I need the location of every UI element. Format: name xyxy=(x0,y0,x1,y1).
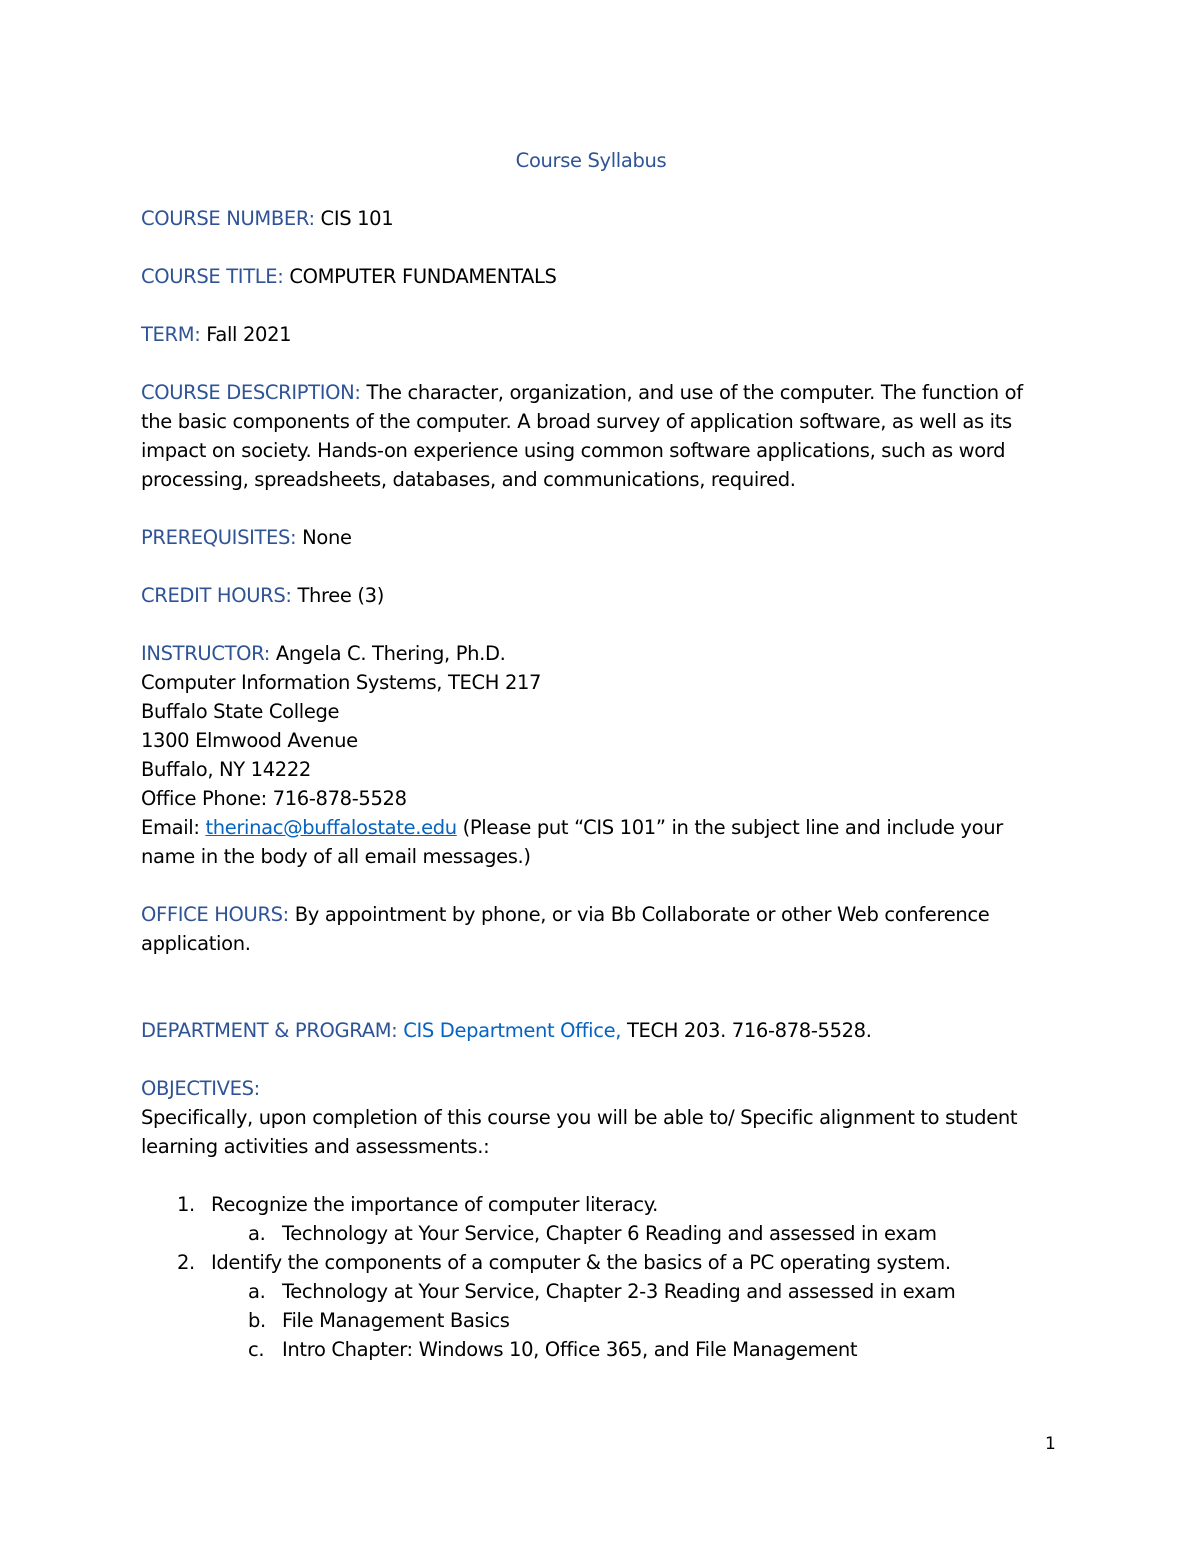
instructor-label: INSTRUCTOR: xyxy=(141,642,270,665)
subitem-letter: c. xyxy=(248,1338,265,1361)
course-description-line: processing, spreadsheets, databases, and communications, required. xyxy=(141,468,796,491)
objective-subitem xyxy=(141,1277,1041,1306)
blank-line xyxy=(141,1161,1041,1190)
objective-subitem xyxy=(141,1219,1041,1248)
email-note-continued: name in the body of all email messages.) xyxy=(141,845,531,868)
subitem-text: Intro Chapter: Windows 10, Office 365, and File Management xyxy=(282,1338,858,1361)
course-number-value: CIS 101 xyxy=(320,207,394,230)
subitem-text: Technology at Your Service, Chapter 6 Reading and assessed in exam xyxy=(282,1222,937,1245)
document-title: Course Syllabus xyxy=(515,149,667,172)
course-description-line xyxy=(141,378,1041,407)
term-value: Fall 2021 xyxy=(206,323,292,346)
office-hours-field xyxy=(141,900,1041,958)
objective-subitem xyxy=(141,1306,1041,1335)
syllabus-body xyxy=(141,146,1041,1364)
objective-text: Recognize the importance of computer literacy. xyxy=(211,1193,658,1216)
office-hours-label: OFFICE HOURS: xyxy=(141,903,289,926)
instructor-name-line xyxy=(141,639,1041,668)
course-title-label: COURSE TITLE: xyxy=(141,265,284,288)
subitem-letter: b. xyxy=(248,1309,266,1332)
credit-hours-value: Three (3) xyxy=(297,584,384,607)
subitem-text: Technology at Your Service, Chapter 2-3 Reading and assessed in exam xyxy=(282,1280,956,1303)
prerequisites-value: None xyxy=(302,526,352,549)
course-title-value: COMPUTER FUNDAMENTALS xyxy=(289,265,557,288)
instructor-phone: Office Phone: 716-878-5528 xyxy=(141,787,407,810)
subitem-letter: a. xyxy=(248,1222,266,1245)
objectives-heading: OBJECTIVES: xyxy=(141,1077,260,1100)
objective-item xyxy=(141,1248,1041,1277)
objective-item xyxy=(141,1190,1041,1219)
term-field xyxy=(141,320,1041,349)
subitem-letter: a. xyxy=(248,1280,266,1303)
instructor-email-line xyxy=(141,813,1041,842)
email-link[interactable]: therinac@buffalostate.edu xyxy=(205,816,457,839)
instructor-address-line: Computer Information Systems, TECH 217 xyxy=(141,671,542,694)
office-hours-text-continued: application. xyxy=(141,932,251,955)
prerequisites-label: PREREQUISITES: xyxy=(141,526,297,549)
objective-subitem xyxy=(141,1335,1041,1364)
page-number: 1 xyxy=(1045,1434,1056,1454)
department-label: DEPARTMENT & PROGRAM: xyxy=(141,1019,398,1042)
instructor-address-line: Buffalo State College xyxy=(141,700,340,723)
objectives-intro: Specifically, upon completion of this course you will be able to/ Specific alignment to student xyxy=(141,1106,1018,1129)
instructor-name: Angela C. Thering, Ph.D. xyxy=(275,642,506,665)
blank-line xyxy=(141,987,1041,1016)
course-description-line: impact on society. Hands-on experience using common software applications, such as word xyxy=(141,439,1006,462)
credit-hours-label: CREDIT HOURS: xyxy=(141,584,292,607)
objectives-intro-continued: learning activities and assessments.: xyxy=(141,1135,490,1158)
course-number-label: COURSE NUMBER: xyxy=(141,207,315,230)
course-title-field xyxy=(141,262,1041,291)
course-number-field xyxy=(141,204,1041,233)
department-details: TECH 203. 716-878-5528. xyxy=(626,1019,872,1042)
office-hours-line xyxy=(141,900,1041,929)
term-label: TERM: xyxy=(141,323,201,346)
objectives-list xyxy=(141,1190,1041,1364)
objective-text: Identify the components of a computer & the basics of a PC operating system. xyxy=(211,1251,951,1274)
email-label: Email: xyxy=(141,816,200,839)
course-description-label: COURSE DESCRIPTION: xyxy=(141,381,361,404)
course-description-text: The character, organization, and use of the computer. The function of xyxy=(366,381,1023,404)
instructor-address-line: Buffalo, NY 14222 xyxy=(141,758,311,781)
email-note: (Please put “CIS 101” in the subject line and include your xyxy=(462,816,1003,839)
subitem-text: File Management Basics xyxy=(282,1309,510,1332)
office-hours-text: By appointment by phone, or via Bb Collaborate or other Web conference xyxy=(294,903,990,926)
course-description xyxy=(141,378,1041,494)
department-field xyxy=(141,1016,1041,1045)
credit-hours-field xyxy=(141,581,1041,610)
objectives-section xyxy=(141,1074,1041,1364)
instructor-block xyxy=(141,639,1041,871)
instructor-address-line: 1300 Elmwood Avenue xyxy=(141,729,358,752)
objective-number: 2. xyxy=(177,1251,195,1274)
prerequisites-field xyxy=(141,523,1041,552)
course-description-line: the basic components of the computer. A broad survey of application software, as well as its xyxy=(141,410,1012,433)
department-office: CIS Department Office, xyxy=(403,1019,622,1042)
objective-number: 1. xyxy=(177,1193,195,1216)
